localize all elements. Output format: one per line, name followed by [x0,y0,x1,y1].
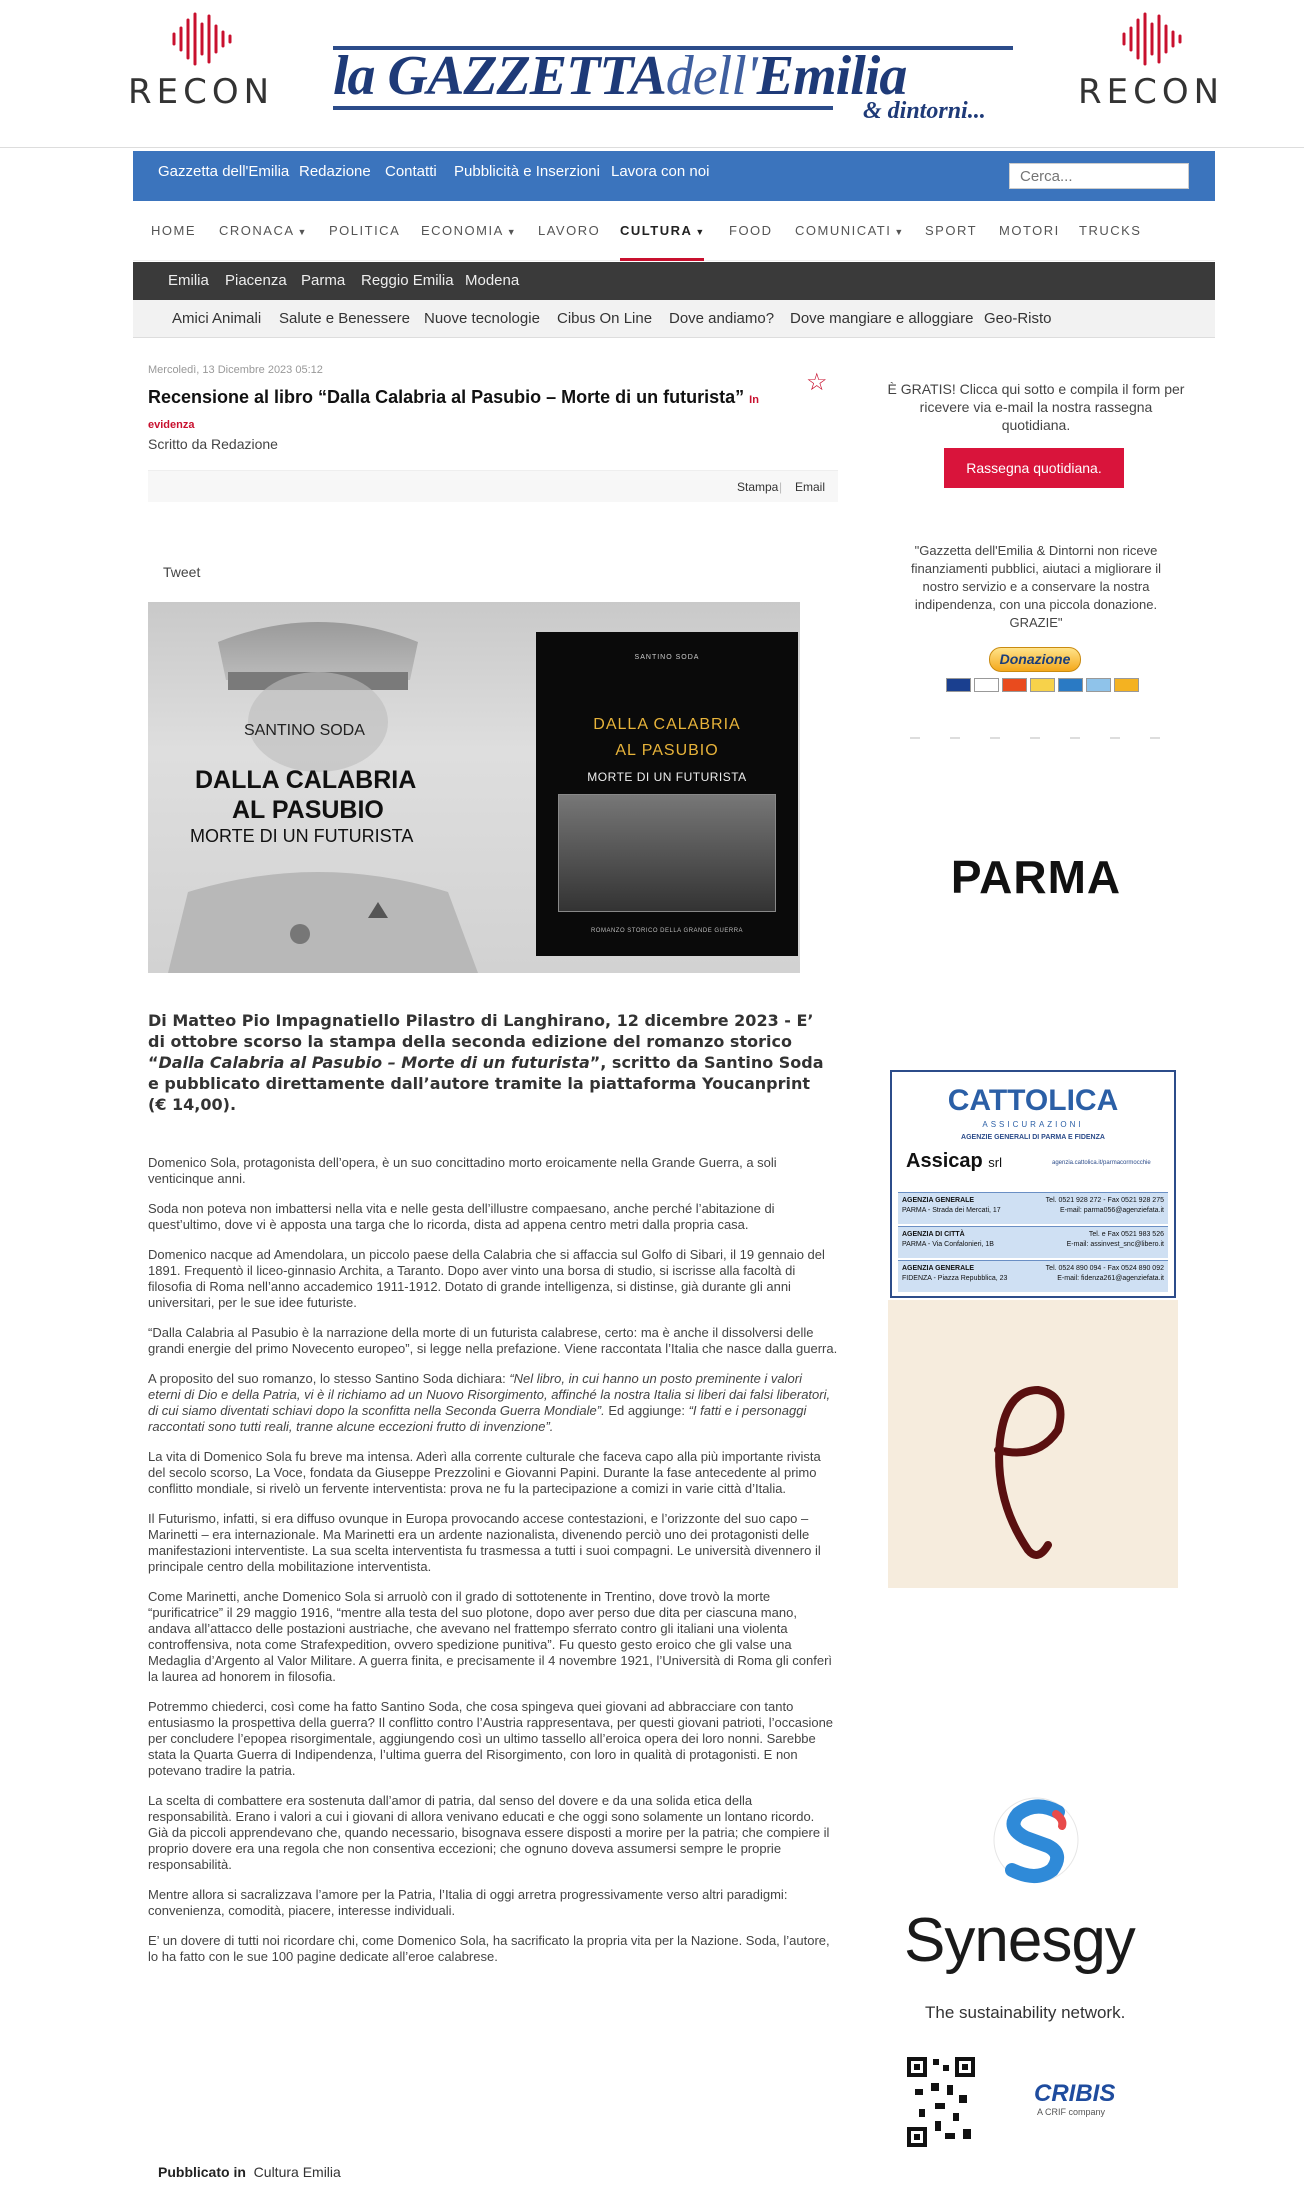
article-title-text: Recensione al libro “Dalla Calabria al Pasubio – Morte di un futurista” [148,387,745,407]
chevron-down-icon: ▼ [894,227,905,237]
synesgy-ad[interactable] [886,1780,1186,2020]
email-link[interactable]: Email [795,480,826,494]
lead-book-title: Dalla Calabria al Pasubio – Morte di un futurista [158,1053,590,1072]
site-logo[interactable] [333,14,1013,134]
chevron-down-icon: ▼ [695,227,706,237]
synesgy-tagline: The sustainability network. [925,2003,1126,2022]
card-icon [1086,678,1111,692]
agency-row-address: PARMA - Via Confalonieri, 1B [902,1241,994,1248]
paragraph: Domenico Sola, protagonista dell’opera, è un suo concittadino morto eroicamente nella Grande Guerra, a soli venticinque anni. [148,1155,777,1186]
synesgy-s-icon [886,1780,1186,1900]
card-icon [946,678,971,692]
topbar-link-lavora[interactable]: Lavora con noi [611,163,710,180]
book-title-3: MORTE DI UN FUTURISTA [587,770,747,784]
article-title [148,386,788,436]
nav-economia-label: ECONOMIA [421,223,504,238]
subnav-piacenza[interactable]: Piacenza [225,272,287,289]
subnav-regions [133,262,1215,300]
subnav-topics [133,300,1215,338]
nav-active-underline [620,258,704,261]
card-icon [1114,678,1139,692]
chevron-down-icon: ▼ [506,227,518,237]
hero-title-1: DALLA CALABRIA [195,766,417,794]
main-nav [133,201,1215,261]
nav-cronaca[interactable] [219,223,308,238]
nav-economia[interactable] [421,223,517,238]
lead-part-b: ”, scritto da Santino Soda e pubblicato direttamente dall’autore tramite la piattaforma Youcanprint (€ 14,00). [148,1053,824,1114]
card-icon [1030,678,1055,692]
rassegna-button[interactable]: Rassegna quotidiana. [944,448,1124,488]
payment-cards [946,678,1142,696]
agency-row-title: AGENZIA DI CITTÀ [902,1231,965,1238]
recon-word-right: RECON [1077,72,1225,112]
subnav-dove-mangiare[interactable]: Dove mangiare e alloggiare [790,310,974,327]
dotted-divider [910,736,1170,740]
article-toolbar [148,470,838,502]
subnav-modena[interactable]: Modena [465,272,520,289]
subnav-tecnologie[interactable]: Nuove tecnologie [424,310,540,327]
nav-cultura-label: CULTURA [620,223,693,238]
nav-motori[interactable]: MOTORI [999,223,1060,238]
nav-comunicati-label: COMUNICATI [795,223,892,238]
e-logo-icon [888,1300,1178,1588]
paragraph: Potremmo chiederci, così come ha fatto Santino Soda, che cosa spingeva quei giovani ad abbracciare con tanto entusiasmo la prospettiva della guerra? Il conflitto contro l’Austria rappresentava, per questi giovani patrioti, l’occasione per concludere l’epopea risorgimentale, aggiungendo così un ultimo tassello all’eroica opera dei loro nonni. Sarebbe stata la Quarta Guerra di Indipendenza, l’ultima guerra del Risorgimento, con loro in qualità di protagonisti. E non potevano tradire la patria. [148,1699,834,1778]
cattolica-url: agenzia.cattolica.it/parmacormocchie [1052,1160,1151,1166]
assicap-name [906,1150,1002,1173]
logo-main: la GAZZETTA [333,45,666,107]
agency-row-phone: Tel. e Fax 0521 983 526 [1088,1231,1164,1238]
logo-subtitle: & dintorni... [863,98,986,124]
p5-quote-2: “I fatti e i personaggi raccontati sono tutti reali, tranne alcune eccezioni frutto di invenzione”. [148,1403,807,1434]
recon-ad-left[interactable] [116,10,286,112]
agency-row [898,1260,1168,1292]
agency-row-email: E-mail: fidenza261@agenziefata.it [1057,1275,1164,1282]
book-footer: ROMANZO STORICO DELLA GRANDE GUERRA [590,928,744,934]
nav-cultura[interactable] [620,223,706,238]
lead-part-a: Di Matteo Pio Impagnatiello Pilastro di Langhirano, 12 dicembre 2023 - E’ di ottobre scorso la stampa della seconda edizione del romanzo storico “ [148,1011,814,1072]
agency-row-phone: Tel. 0521 928 272 - Fax 0521 928 275 [1045,1197,1164,1204]
paragraph: Mentre allora si sacralizzava l’amore per la Patria, l’Italia di oggi arretra progressivamente verso altri paradigmi: convenienza, comodità, piacere, interesse individuali. [148,1887,788,1918]
topbar-link-pubblicita[interactable]: Pubblicità e Inserzioni [454,163,600,180]
nav-sport[interactable]: SPORT [925,223,978,238]
book-author: SANTINO SODA [634,654,700,661]
paragraph: La scelta di combattere era sostenuta dall’amor di patria, dal senso del dovere e da una solida etica della responsabilità. Erano i valori a cui i giovani di allora venivano educati e che oggi sono solamente un lontano ricordo. Già da piccoli apprendevano che, quando necessario, bisognava essere disposti a morire per la patria; che compiere il proprio dovere era una regola che non consentiva eccezioni; che ognuno doveva assumersi sempre le proprie responsabilità. [148,1793,830,1872]
print-link[interactable]: Stampa [737,480,779,494]
nav-politica[interactable]: POLITICA [329,223,401,238]
nav-cronaca-label: CRONACA [219,223,295,238]
toolbar-divider: | [779,480,783,494]
newsletter-text: È GRATIS! Clicca qui sotto e compila il form per ricevere via e-mail la nostra rassegna quotidiana. [887,381,1185,433]
cattolica-logo: CATTOLICA [947,1084,1119,1117]
subnav-parma[interactable]: Parma [301,272,346,289]
qr-code-icon[interactable] [905,2055,977,2149]
article-date: Mercoledì, 13 Dicembre 2023 05:12 [148,364,323,376]
book-photo [558,794,776,912]
nav-food[interactable]: FOOD [729,223,773,238]
agency-row [898,1192,1168,1224]
book-cover [536,632,798,956]
subnav-amici-animali[interactable]: Amici Animali [172,310,262,327]
sound-wave-icon [166,10,236,68]
assicap-srl: srl [988,1155,1002,1170]
masthead [0,0,1304,148]
search-input[interactable] [1009,163,1189,189]
tweet-button[interactable]: Tweet [163,564,201,580]
sound-wave-icon [1116,10,1186,68]
subnav-reggio-emilia[interactable]: Reggio Emilia [361,272,454,289]
cattolica-agency: AGENZIE GENERALI DI PARMA E FIDENZA [961,1134,1105,1141]
published-label: Pubblicato in [158,2164,246,2180]
assicap-label: Assicap [906,1150,983,1172]
cribis-logo[interactable]: CRIBIS [1034,2080,1116,2107]
subnav-salute[interactable]: Salute e Benessere [279,310,410,327]
book-title-2: AL PASUBIO [615,742,719,759]
agency-row-phone: Tel. 0524 890 094 - Fax 0524 890 092 [1045,1265,1164,1272]
subnav-cibus[interactable]: Cibus On Line [557,310,653,327]
cattolica-ad[interactable] [890,1070,1176,1298]
paragraph: La vita di Domenico Sola fu breve ma intensa. Aderì alla corrente culturale che faceva capo alla più importante rivista del secolo scorso, La Voce, fondata da Giuseppe Prezzolini e Giovanni Papini. Durante la fase antecedente al primo conflitto mondiale, si rivelò un fervente interventista: prova ne fu la partecipazione a comizi in varie città d’Italia. [148,1449,821,1496]
p5-quote-1: “Nel libro, in cui hanno un posto preminente i valori eterni di Dio e della Patria, vi è il richiamo ad un Nuovo Risorgimento, affinché la nostra Italia si liberi dai falsi liberatori, di cui siamo diventati schiavi dopo la sconfitta nella Seconda Guerra Mondiale”. [148,1371,831,1418]
paragraph [148,1371,838,1435]
hero-title-3: MORTE DI UN FUTURISTA [190,826,414,846]
recon-ad-right[interactable] [1066,10,1236,112]
paragraph: “Dalla Calabria al Pasubio è la narrazione della morte di un futurista calabrese, certo: ma è anche il dissolversi delle grandi energie del primo Novecento europeo”, si legge nella prefazione. Viene raccontata l’Italia che nasce dalla guerra. [148,1325,838,1356]
agency-row-email: E-mail: assinvest_snc@libero.it [1066,1241,1164,1248]
top-links-bar [133,151,1215,201]
cattolica-logo-sub: ASSICURAZIONI [982,1120,1084,1129]
paragraph: E’ un dovere di tutti noi ricordare chi, come Domenico Sola, ha sacrificato la propria vita per la Nazione. Soda, l’autore, lo ha fatto con le sue 100 pagine dedicate all’eroe calabrese. [148,1933,830,1964]
subnav-geo-risto[interactable]: Geo-Risto [984,310,1052,327]
book-title-1: DALLA CALABRIA [593,716,741,733]
logo-dell: dell' [665,45,757,107]
card-icon [1002,678,1027,692]
card-icon [974,678,999,692]
article-hero-image [148,602,800,973]
synesgy-wordmark: Synesgy [904,1906,1135,1975]
agency-row-email: E-mail: parma056@agenziefata.it [1060,1207,1164,1214]
donate-button[interactable]: Donazione [989,647,1081,672]
article-body [148,1155,838,1979]
nav-comunicati[interactable] [795,223,905,238]
nav-lavoro[interactable]: LAVORO [538,223,601,238]
star-icon[interactable]: ☆ [806,369,828,396]
agency-row [898,1226,1168,1258]
e-logo-ad[interactable] [888,1300,1178,1588]
published-category-link[interactable]: Cultura Emilia [253,2164,341,2180]
recon-word-left: RECON [127,72,275,112]
article-lead [148,1010,830,1115]
nav-home[interactable]: HOME [151,223,196,238]
agency-row-address: FIDENZA - Piazza Repubblica, 23 [902,1275,1008,1282]
card-icon [1058,678,1083,692]
chevron-down-icon: ▼ [297,227,308,237]
subnav-dove-andiamo[interactable]: Dove andiamo? [669,310,775,327]
p5-a: A proposito del suo romanzo, lo stesso Santino Soda dichiara: [148,1371,510,1386]
published-in [158,2164,341,2180]
agency-row-title: AGENZIA GENERALE [902,1197,975,1204]
topbar-link-contatti[interactable]: Contatti [385,163,437,180]
paragraph: Il Futurismo, infatti, si era diffuso ovunque in Europa provocando accese contestazioni, e l’orizzonte del suo capo – Marinetti – era internazionale. Ma Marinetti era un ardente nazionalista, divenendo perciò uno dei protagonisti delle manifestazioni interventiste. La sua scelta interventista fu trasmessa a tutti i suoi compagni. Le università divennero il principale centro della mobilitazione interventista. [148,1511,821,1574]
logo-title [333,44,906,108]
logo-emilia: Emilia [756,45,907,107]
hero-author: SANTINO SODA [244,722,365,739]
in-evidenza-badge[interactable]: In evidenza [148,394,759,431]
topbar-link-gazzetta[interactable]: Gazzetta dell'Emilia [158,163,290,180]
agency-row-address: PARMA - Strada dei Mercati, 17 [902,1207,1001,1214]
p5-b: Ed aggiunge: [604,1403,689,1418]
parma-ad[interactable]: PARMA [950,851,1122,903]
paragraph: Domenico nacque ad Amendolara, un piccolo paese della Calabria che si affaccia sul Golfo di Sibari, il 19 gennaio del 1891. Frequentò il liceo-ginnasio Archita, a Taranto. Dopo aver vinto una borsa di studio, si iscrisse alla facoltà di filosofia di Roma nell’anno accademico 1911-1912. Dotato di grande intelligenza, si distinse, già durante gli anni universitari, per le sue idee futuriste. [148,1247,825,1310]
article-author: Scritto da Redazione [148,436,278,452]
topbar-link-redazione[interactable]: Redazione [299,163,371,180]
subnav-emilia[interactable]: Emilia [168,272,209,289]
paragraph: Soda non poteva non imbattersi nella vita e nelle gesta dell’illustre compaesano, anche perché l’abitazione di quest’ultimo, dove vi è apposta una targa che lo ricorda, dista ad appena centro metri dalla propria casa. [148,1201,775,1232]
donation-text: "Gazzetta dell'Emilia & Dintorni non riceve finanziamenti pubblici, aiutaci a migliorare il nostro servizio e a conservare la nostra indipendenza, con una piccola donazione. GRAZIE" [910,543,1161,630]
hero-title-2: AL PASUBIO [232,796,384,824]
paragraph: Come Marinetti, anche Domenico Sola si arruolò con il grado di sottotenente in Trentino, dove trovò la morte “purificatrice” il 29 maggio 1916, “mentre alla testa del suo plotone, dopo aver perso due dita per ciascuna mano, andava all’attacco delle postazioni austriache, che avevano nel frattempo sferrato contro gli italiani una violenta controffensiva, nota come Strafexpedition, ovvero spedizione punitiva”. Fu questo gesto eroico che gli valse una Medaglia d’Argento al Valor Militare. A guerra finita, e precisamente il 4 novembre 1921, l’Università di Roma gli conferì la laurea ad honorem in filosofia. [148,1589,833,1684]
nav-trucks[interactable]: TRUCKS [1079,223,1142,238]
agency-row-title: AGENZIA GENERALE [902,1265,975,1272]
cribis-subtitle: A CRIF company [1037,2107,1106,2117]
